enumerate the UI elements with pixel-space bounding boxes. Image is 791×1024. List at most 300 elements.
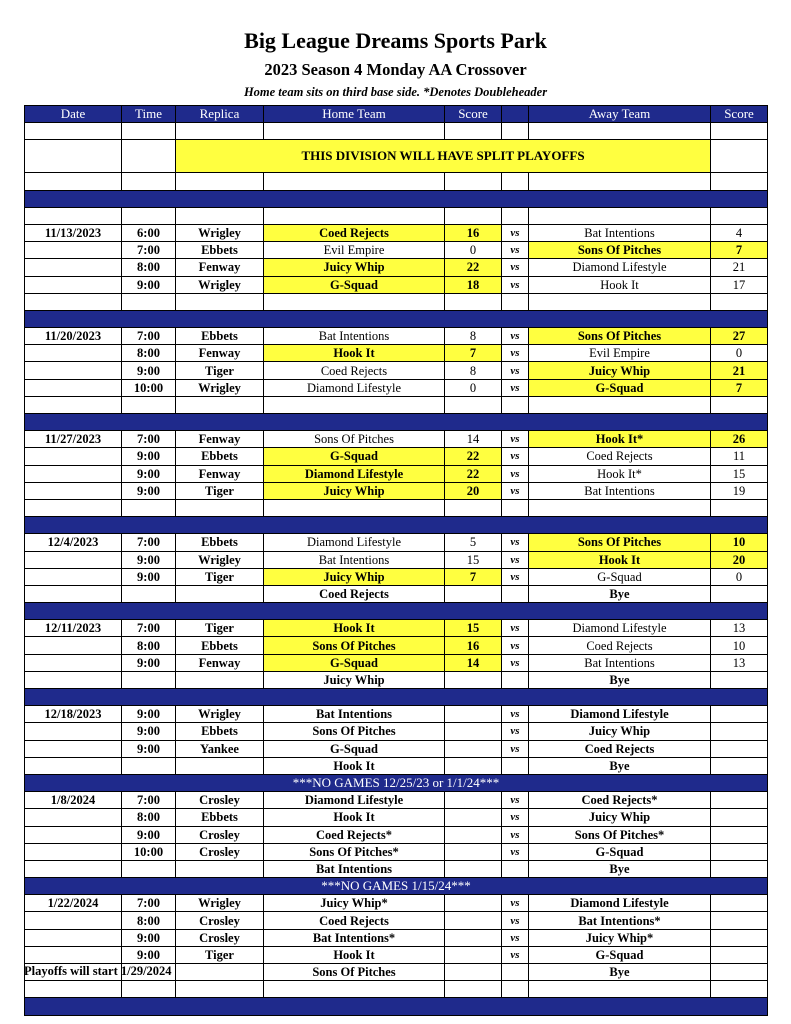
blank-row (25, 981, 768, 998)
away-team: Coed Rejects (529, 637, 711, 654)
home-team-header: Home Team (264, 106, 445, 123)
game-time: 9:00 (122, 946, 176, 963)
empty-cell (25, 362, 122, 379)
empty-cell (502, 585, 529, 602)
game-time: 9:00 (122, 448, 176, 465)
field-replica: Tiger (176, 482, 264, 499)
vs-header (502, 106, 529, 123)
vs-label: vs (502, 620, 529, 637)
header-row (25, 106, 768, 123)
empty-cell (502, 981, 529, 998)
game-time: 10:00 (122, 379, 176, 396)
field-replica: Wrigley (176, 895, 264, 912)
home-team: Diamond Lifestyle (264, 792, 445, 809)
game-row (25, 620, 768, 637)
empty-cell (529, 499, 711, 516)
home-score: 0 (445, 379, 502, 396)
game-row (25, 328, 768, 345)
week-separator (25, 517, 768, 534)
home-score (445, 740, 502, 757)
week-separator (25, 603, 768, 620)
empty-cell (122, 123, 176, 140)
away-team: Evil Empire (529, 345, 711, 362)
bye-label: Bye (529, 671, 711, 688)
bye-label: Bye (529, 860, 711, 877)
vs-label: vs (502, 792, 529, 809)
week-separator (25, 190, 768, 207)
empty-cell (711, 671, 768, 688)
game-row (25, 259, 768, 276)
empty-cell (445, 499, 502, 516)
home-score: 15 (445, 620, 502, 637)
home-team: Juicy Whip (264, 482, 445, 499)
field-replica: Fenway (176, 259, 264, 276)
vs-label: vs (502, 843, 529, 860)
away-team-header: Away Team (529, 106, 711, 123)
bye-label: Bye (529, 757, 711, 774)
empty-cell (25, 465, 122, 482)
no-games-row (25, 774, 768, 791)
game-row (25, 946, 768, 963)
vs-label: vs (502, 929, 529, 946)
game-row (25, 895, 768, 912)
empty-cell (176, 981, 264, 998)
vs-label: vs (502, 551, 529, 568)
empty-cell (502, 207, 529, 224)
empty-cell (445, 585, 502, 602)
empty-cell (25, 809, 122, 826)
game-time: 7:00 (122, 895, 176, 912)
field-replica: Yankee (176, 740, 264, 757)
away-team: Sons Of Pitches (529, 242, 711, 259)
field-replica: Fenway (176, 654, 264, 671)
empty-cell (122, 585, 176, 602)
home-score: 15 (445, 551, 502, 568)
empty-cell (529, 123, 711, 140)
game-time: 9:00 (122, 929, 176, 946)
away-team: Diamond Lifestyle (529, 706, 711, 723)
blank-row (25, 123, 768, 140)
home-score: 20 (445, 482, 502, 499)
away-team: Hook It* (529, 431, 711, 448)
empty-cell (711, 981, 768, 998)
empty-cell (502, 757, 529, 774)
empty-cell (25, 860, 122, 877)
vs-label: vs (502, 706, 529, 723)
empty-cell (711, 293, 768, 310)
vs-label: vs (502, 946, 529, 963)
vs-label: vs (502, 224, 529, 241)
away-team: Coed Rejects (529, 740, 711, 757)
away-team: Juicy Whip (529, 723, 711, 740)
away-team: Coed Rejects (529, 448, 711, 465)
away-score: 0 (711, 568, 768, 585)
game-row (25, 431, 768, 448)
away-score: 26 (711, 431, 768, 448)
game-time: 9:00 (122, 706, 176, 723)
empty-cell (25, 585, 122, 602)
game-row (25, 809, 768, 826)
home-team: G-Squad (264, 654, 445, 671)
vs-label: vs (502, 328, 529, 345)
away-team: Diamond Lifestyle (529, 620, 711, 637)
home-score: 8 (445, 362, 502, 379)
field-replica: Tiger (176, 362, 264, 379)
field-replica: Crosley (176, 929, 264, 946)
home-score (445, 809, 502, 826)
game-row (25, 276, 768, 293)
home-team: Bat Intentions (264, 706, 445, 723)
page-subtitle: 2023 Season 4 Monday AA Crossover (264, 60, 527, 79)
vs-label: vs (502, 723, 529, 740)
away-team: G-Squad (529, 568, 711, 585)
game-time: 7:00 (122, 534, 176, 551)
empty-cell (711, 123, 768, 140)
game-time: 9:00 (122, 465, 176, 482)
away-score: 15 (711, 465, 768, 482)
game-time: 9:00 (122, 826, 176, 843)
empty-cell (502, 123, 529, 140)
bye-row (25, 860, 768, 877)
bye-team: Sons Of Pitches (264, 964, 445, 981)
game-time: 7:00 (122, 792, 176, 809)
vs-label: vs (502, 379, 529, 396)
field-replica: Tiger (176, 568, 264, 585)
game-time: 7:00 (122, 328, 176, 345)
bye-team: Hook It (264, 757, 445, 774)
away-score (711, 826, 768, 843)
empty-cell (264, 123, 445, 140)
empty-cell (176, 860, 264, 877)
game-row (25, 706, 768, 723)
empty-cell (445, 173, 502, 190)
empty-cell (25, 173, 122, 190)
home-score: 7 (445, 568, 502, 585)
away-team: Hook It (529, 551, 711, 568)
empty-cell (25, 123, 122, 140)
empty-cell (25, 551, 122, 568)
empty-cell (502, 671, 529, 688)
vs-label: vs (502, 259, 529, 276)
empty-cell (25, 912, 122, 929)
separator-cell (25, 689, 768, 706)
empty-cell (711, 207, 768, 224)
home-score: 7 (445, 345, 502, 362)
game-time: 8:00 (122, 345, 176, 362)
away-team: Bat Intentions (529, 654, 711, 671)
empty-cell (176, 964, 264, 981)
empty-cell (502, 499, 529, 516)
game-row (25, 345, 768, 362)
week-separator (25, 689, 768, 706)
empty-cell (711, 860, 768, 877)
field-replica: Tiger (176, 946, 264, 963)
away-score: 21 (711, 259, 768, 276)
empty-cell (25, 981, 122, 998)
away-team: Sons Of Pitches (529, 534, 711, 551)
field-replica: Fenway (176, 431, 264, 448)
away-score: 21 (711, 362, 768, 379)
game-time: 9:00 (122, 654, 176, 671)
away-team: G-Squad (529, 379, 711, 396)
game-time: 9:00 (122, 482, 176, 499)
empty-cell (25, 843, 122, 860)
game-date: 11/13/2023 (25, 224, 122, 241)
field-replica: Crosley (176, 912, 264, 929)
field-replica: Crosley (176, 792, 264, 809)
bye-label: Bye (529, 585, 711, 602)
away-score: 19 (711, 482, 768, 499)
away-team: Bat Intentions* (529, 912, 711, 929)
field-replica: Ebbets (176, 448, 264, 465)
home-score (445, 723, 502, 740)
home-score: 22 (445, 465, 502, 482)
home-team: Bat Intentions (264, 328, 445, 345)
empty-cell (25, 568, 122, 585)
empty-cell (176, 207, 264, 224)
empty-cell (711, 964, 768, 981)
empty-cell (25, 757, 122, 774)
game-row (25, 242, 768, 259)
no-games-note: ***NO GAMES 12/25/23 or 1/1/24*** (25, 774, 768, 791)
empty-cell (176, 396, 264, 413)
empty-cell (711, 585, 768, 602)
game-row (25, 482, 768, 499)
game-row (25, 723, 768, 740)
away-score (711, 740, 768, 757)
away-score (711, 946, 768, 963)
away-team: Bat Intentions (529, 482, 711, 499)
bye-row (25, 757, 768, 774)
empty-cell (711, 140, 768, 173)
empty-cell (25, 259, 122, 276)
vs-label: vs (502, 242, 529, 259)
vs-label: vs (502, 431, 529, 448)
bye-team: Juicy Whip (264, 671, 445, 688)
home-score-header: Score (445, 106, 502, 123)
game-row (25, 224, 768, 241)
empty-cell (502, 293, 529, 310)
home-team: G-Squad (264, 448, 445, 465)
split-playoffs-banner: THIS DIVISION WILL HAVE SPLIT PLAYOFFS (176, 140, 711, 173)
empty-cell (445, 396, 502, 413)
away-team: Diamond Lifestyle (529, 259, 711, 276)
home-score: 18 (445, 276, 502, 293)
empty-cell (264, 173, 445, 190)
empty-cell (122, 757, 176, 774)
away-score: 0 (711, 345, 768, 362)
playoffs-note: Playoffs will start 1/29/2024 (24, 964, 172, 978)
separator-cell (25, 310, 768, 327)
away-score (711, 895, 768, 912)
away-score: 13 (711, 654, 768, 671)
vs-label: vs (502, 740, 529, 757)
no-games-row (25, 878, 768, 895)
empty-cell (25, 946, 122, 963)
week-separator (25, 414, 768, 431)
empty-cell (445, 860, 502, 877)
away-team: Juicy Whip (529, 362, 711, 379)
blank-row (25, 293, 768, 310)
empty-cell (25, 242, 122, 259)
home-score (445, 912, 502, 929)
empty-cell (264, 293, 445, 310)
game-time: 8:00 (122, 637, 176, 654)
empty-cell (529, 981, 711, 998)
game-date: 1/22/2024 (25, 895, 122, 912)
empty-cell (122, 207, 176, 224)
separator-cell (25, 190, 768, 207)
empty-cell (122, 293, 176, 310)
vs-label: vs (502, 809, 529, 826)
empty-cell (176, 173, 264, 190)
vs-label: vs (502, 534, 529, 551)
blank-row (25, 396, 768, 413)
away-score: 10 (711, 534, 768, 551)
game-row (25, 448, 768, 465)
away-team: G-Squad (529, 843, 711, 860)
away-score: 7 (711, 379, 768, 396)
empty-cell (502, 860, 529, 877)
empty-cell (176, 123, 264, 140)
empty-cell (445, 207, 502, 224)
field-replica: Ebbets (176, 534, 264, 551)
home-score (445, 929, 502, 946)
game-date: 11/27/2023 (25, 431, 122, 448)
schedule-table (24, 105, 768, 1016)
field-replica: Wrigley (176, 551, 264, 568)
empty-cell (25, 654, 122, 671)
empty-cell (122, 396, 176, 413)
home-score: 14 (445, 654, 502, 671)
game-time: 6:00 (122, 224, 176, 241)
empty-cell (122, 671, 176, 688)
game-date: 12/4/2023 (25, 534, 122, 551)
empty-cell (122, 860, 176, 877)
blank-row (25, 173, 768, 190)
away-score (711, 792, 768, 809)
game-row (25, 826, 768, 843)
empty-cell (529, 173, 711, 190)
blank-row (25, 499, 768, 516)
home-team: Juicy Whip* (264, 895, 445, 912)
vs-label: vs (502, 637, 529, 654)
empty-cell (502, 173, 529, 190)
home-team: Hook It (264, 946, 445, 963)
away-score: 17 (711, 276, 768, 293)
home-score: 14 (445, 431, 502, 448)
game-row (25, 792, 768, 809)
empty-cell (25, 276, 122, 293)
home-score (445, 826, 502, 843)
game-row (25, 534, 768, 551)
vs-label: vs (502, 276, 529, 293)
game-time: 9:00 (122, 723, 176, 740)
home-team: G-Squad (264, 276, 445, 293)
home-score: 16 (445, 224, 502, 241)
game-date: 12/11/2023 (25, 620, 122, 637)
home-team: Diamond Lifestyle (264, 465, 445, 482)
empty-cell (25, 482, 122, 499)
home-team: Sons Of Pitches (264, 723, 445, 740)
vs-label: vs (502, 345, 529, 362)
empty-cell (264, 396, 445, 413)
away-team: Hook It (529, 276, 711, 293)
home-team: Hook It (264, 620, 445, 637)
separator-cell (25, 603, 768, 620)
home-team: Sons Of Pitches (264, 431, 445, 448)
empty-cell (25, 826, 122, 843)
home-score (445, 843, 502, 860)
empty-cell (445, 671, 502, 688)
home-team: Coed Rejects (264, 224, 445, 241)
empty-cell (445, 964, 502, 981)
field-replica: Wrigley (176, 379, 264, 396)
vs-label: vs (502, 895, 529, 912)
home-team: Coed Rejects* (264, 826, 445, 843)
empty-cell (711, 499, 768, 516)
empty-cell (25, 723, 122, 740)
field-replica: Wrigley (176, 224, 264, 241)
empty-cell (176, 757, 264, 774)
vs-label: vs (502, 568, 529, 585)
home-team: Coed Rejects (264, 362, 445, 379)
empty-cell (25, 140, 122, 173)
home-team: Bat Intentions* (264, 929, 445, 946)
field-replica: Crosley (176, 843, 264, 860)
home-score (445, 706, 502, 723)
game-row (25, 740, 768, 757)
game-row (25, 465, 768, 482)
away-score: 10 (711, 637, 768, 654)
home-score (445, 895, 502, 912)
empty-cell (25, 929, 122, 946)
home-team: G-Squad (264, 740, 445, 757)
away-team: Diamond Lifestyle (529, 895, 711, 912)
empty-cell (264, 499, 445, 516)
home-team: Juicy Whip (264, 259, 445, 276)
away-score (711, 809, 768, 826)
game-row (25, 654, 768, 671)
bye-row (25, 671, 768, 688)
away-score: 4 (711, 224, 768, 241)
time-header: Time (122, 106, 176, 123)
away-score: 7 (711, 242, 768, 259)
field-replica: Ebbets (176, 242, 264, 259)
home-score (445, 946, 502, 963)
separator-cell (25, 517, 768, 534)
home-team: Sons Of Pitches (264, 637, 445, 654)
game-row (25, 843, 768, 860)
away-score: 11 (711, 448, 768, 465)
empty-cell (711, 173, 768, 190)
empty-cell (176, 671, 264, 688)
week-separator (25, 998, 768, 1015)
empty-cell (122, 499, 176, 516)
game-time: 9:00 (122, 568, 176, 585)
away-team: Bat Intentions (529, 224, 711, 241)
game-time: 7:00 (122, 620, 176, 637)
empty-cell (445, 123, 502, 140)
home-team: Juicy Whip (264, 568, 445, 585)
empty-cell (711, 757, 768, 774)
empty-cell (25, 740, 122, 757)
empty-cell (25, 293, 122, 310)
empty-cell (122, 173, 176, 190)
home-team: Sons Of Pitches* (264, 843, 445, 860)
game-date: 11/20/2023 (25, 328, 122, 345)
field-replica: Ebbets (176, 809, 264, 826)
